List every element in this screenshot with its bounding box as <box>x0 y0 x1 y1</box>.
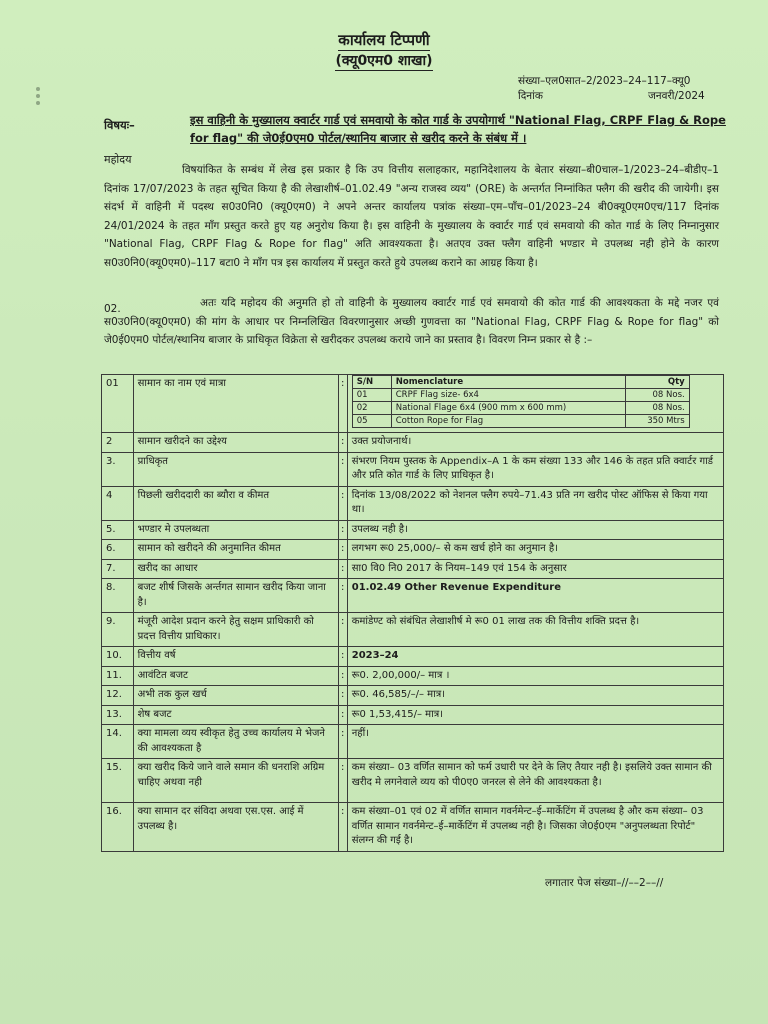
details-row <box>102 579 724 613</box>
items-cell-qty: 08 Nos. <box>625 389 689 402</box>
office-note-title: कार्यालय टिप्पणी <box>338 31 430 49</box>
row-value: कम संख्या–01 एवं 02 में वर्णित सामान गवर्नमेन्ट–ई–मार्केटिंग में उपलब्ध है और कम संख्या– 03 वर्णित सामान गवर्नमेन्ट–ई–मार्केटिंग में उपलब्ध नही है। जिसका जे0ई0एम "अनुपलब्धता रिपोर्ट" संलग्न की गई है। <box>347 803 723 852</box>
row-number: 8. <box>102 579 134 613</box>
paragraph-2-number: 02. <box>104 303 121 315</box>
row-colon: : <box>338 666 347 686</box>
items-row <box>352 389 689 402</box>
row-value: 2023–24 <box>347 647 723 667</box>
details-table <box>101 374 724 852</box>
row-value: रू0 1,53,415/– मात्र। <box>347 705 723 725</box>
row-label: प्राधिकृत <box>133 452 338 486</box>
paragraph-1: विषयांकित के सम्बंध में लेख इस प्रकार है कि उप वित्तीय सलाहकार, महानिदेशालय के बेतार संख्या–बी0चाल–1/2023–24–बीडीए–1 दिनांक 17/07/2023 के तहत सूचित किया है की लेखाशीर्ष–01.02.49 "अन्य राजस्व व्यय" (ORE) के अन्तर्गत निम्नांकित फ्लैग की खरीद की जायेगी। इस संदर्भ में वाहिनी में पदस्थ स0उ0नि0 (क्यू0एम0) ने अपने अन्तर कार्यालय पत्रांक संख्या–एम–पाँच–01/2023–24 बी0क्यू0एम0एच/117 दिनांक 24/01/2024 के तहत माँग प्रस्तुत करते हुए यह अनुरोध किया है। इस वाहिनी के मुख्यालय के क्वार्टर गार्ड एवं समवायो की कोत गार्ड के लिए निम्नानुसार "National Flag, CRPF Flag & Rope for flag" अति आवश्यकता है। अतएव उक्त फ्लैग वाहिनी भण्डार मे उपलब्ध नही होने के कारण स0उ0नि0(क्यू0एम0)–117 बटा0 ने माँग पत्र इस कार्यालय में प्रस्तुत करते हुये उपलब्ध कराने का आग्रह किया है। <box>104 164 719 269</box>
row-number: 11. <box>102 666 134 686</box>
row-colon: : <box>338 613 347 647</box>
row-number: 14. <box>102 725 134 759</box>
row-colon: : <box>338 759 347 803</box>
details-row <box>102 452 724 486</box>
row-colon: : <box>338 686 347 706</box>
items-cell-sn: 05 <box>352 415 391 428</box>
details-row <box>102 666 724 686</box>
row-colon: : <box>338 725 347 759</box>
row-value: लगभग रू0 25,000/– से कम खर्च होने का अनुमान है। <box>347 540 723 560</box>
paragraph-2-text: अतः यदि महोदय की अनुमति हो तो वाहिनी के मुख्यालय क्वार्टर गार्ड एवं समवायो की कोत गार्ड की आवश्यकता के मद्दे नजर एवं स0उ0नि0(क्यू0एम0) की मांग के आधार पर निम्नलिखित विवरणानुसार अच्छी गुणवत्ता का "National Flag, CRPF Flag & Rope for flag" को जे0ई0एम0 पोर्टल/स्थानिय बाजार के प्राधिकृत विक्रेता से खरीदकर उपलब्ध कराये जाने का प्रस्ताव है। विवरण निम्न प्रकार से है :– <box>104 297 719 346</box>
items-table <box>352 375 690 428</box>
details-row <box>102 540 724 560</box>
row-value: कमांडेण्ट को संबंधित लेखाशीर्ष मे रू0 01 लाख तक की वित्तीय शक्ति प्रदत्त है। <box>347 613 723 647</box>
subject-label: विषयः– <box>104 118 135 132</box>
row-colon: : <box>338 375 347 433</box>
row-value: नहीं। <box>347 725 723 759</box>
row-label: क्या खरीद किये जाने वाले समान की धनराशि अग्रिम चाहिए अथवा नही <box>133 759 338 803</box>
row-value: रू0. 46,585/–/– मात्र। <box>347 686 723 706</box>
row-colon: : <box>338 705 347 725</box>
row-label: क्या सामान दर संविदा अथवा एस.एस. आई में उपलब्ध है। <box>133 803 338 852</box>
row-number: 9. <box>102 613 134 647</box>
items-row <box>352 415 689 428</box>
details-row <box>102 375 724 433</box>
items-cell-qty: 350 Mtrs <box>625 415 689 428</box>
row-label: सामान को खरीदने की अनुमानित कीमत <box>133 540 338 560</box>
row-label: वित्तीय वर्ष <box>133 647 338 667</box>
salutation: महोदय <box>104 153 132 166</box>
details-row <box>102 559 724 579</box>
row-colon: : <box>338 433 347 453</box>
row-number: 15. <box>102 759 134 803</box>
details-row <box>102 486 724 520</box>
row-number: 5. <box>102 520 134 540</box>
row-colon: : <box>338 486 347 520</box>
row-value: सा0 वि0 नि0 2017 के नियम–149 एवं 154 के अनुसार <box>347 559 723 579</box>
section-subtitle: (क्यू0एम0 शाखा) <box>335 53 433 69</box>
details-row <box>102 725 724 759</box>
continuation-page-note: लगातार पेज संख्या–//––2––// <box>545 877 664 889</box>
row-value: दिनांक 13/08/2022 को नेशनल फ्लैग रुपये–71.43 प्रति नग खरीद पोस्ट ऑफिस से किया गया था। <box>347 486 723 520</box>
row-colon: : <box>338 520 347 540</box>
row-number: 7. <box>102 559 134 579</box>
details-row <box>102 520 724 540</box>
row-value: उक्त प्रयोजनार्थ। <box>347 433 723 453</box>
row-label: भण्डार मे उपलब्धता <box>133 520 338 540</box>
row-label: सामान का नाम एवं मात्रा <box>133 375 338 433</box>
subject-text: इस वाहिनी के मुख्यालय क्वार्टर गार्ड एवं समवायो के कोत गार्ड के उपयोगार्थ "National Flag, CRPF Flag & Rope for flag" की जे0ई0एम0 पोर्टल/स्थानिय बाजार से खरीद करने के संबंध में । <box>190 113 726 145</box>
items-header-row <box>352 376 689 389</box>
items-header-cell: Qty <box>625 376 689 389</box>
details-row <box>102 686 724 706</box>
row-value: संभरण नियम पुस्तक के Appendix–A 1 के कम संख्या 133 और 146 के तहत प्रति क्वार्टर गार्ड और प्रति कोत गार्ड के लिए प्राधिकृत है। <box>347 452 723 486</box>
date-label: दिनांक <box>518 90 543 102</box>
row-colon: : <box>338 647 347 667</box>
row-value: 01.02.49 Other Revenue Expenditure <box>347 579 723 613</box>
row-colon: : <box>338 579 347 613</box>
row-colon: : <box>338 452 347 486</box>
details-row <box>102 705 724 725</box>
row-value: उपलब्ध नही है। <box>347 520 723 540</box>
reference-number: संख्या–एल0सात–2/2023–24–117–क्यू0 <box>518 75 691 87</box>
row-number: 01 <box>102 375 134 433</box>
row-number: 3. <box>102 452 134 486</box>
row-value <box>347 375 723 433</box>
items-cell-name: CRPF Flag size- 6x4 <box>391 389 625 402</box>
row-number: 13. <box>102 705 134 725</box>
date-value: जनवरी/2024 <box>648 90 705 102</box>
details-row <box>102 613 724 647</box>
row-value: कम संख्या– 03 वर्णित सामान को फर्म उधारी पर देने के लिए तैयार नही है। इसलिये उक्त सामान की खरीद मे लगनेवाले व्यय को पी0ए0 जनरल से लेने की आवश्यकता है। <box>347 759 723 803</box>
row-number: 4 <box>102 486 134 520</box>
items-cell-sn: 02 <box>352 402 391 415</box>
punch-hole-marks <box>34 84 44 118</box>
row-label: आवंटित बजट <box>133 666 338 686</box>
row-label: अभी तक कुल खर्च <box>133 686 338 706</box>
row-label: मंजूरी आदेश प्रदान करने हेतु सक्षम प्राधिकारी को प्रदत्त वित्तीय प्राधिकार। <box>133 613 338 647</box>
row-label: बजट शीर्ष जिसके अर्न्तगत सामान खरीद किया जाना है। <box>133 579 338 613</box>
items-cell-qty: 08 Nos. <box>625 402 689 415</box>
row-label: खरीद का आधार <box>133 559 338 579</box>
items-row <box>352 402 689 415</box>
details-row <box>102 803 724 852</box>
paragraph-2 <box>104 294 719 350</box>
row-colon: : <box>338 559 347 579</box>
row-number: 16. <box>102 803 134 852</box>
row-number: 2 <box>102 433 134 453</box>
details-row <box>102 647 724 667</box>
row-label: सामान खरीदने का उद्देश्य <box>133 433 338 453</box>
row-number: 12. <box>102 686 134 706</box>
row-label: शेष बजट <box>133 705 338 725</box>
details-row <box>102 433 724 453</box>
row-number: 6. <box>102 540 134 560</box>
row-label: पिछली खरीददारी का ब्यौरा व कीमत <box>133 486 338 520</box>
row-colon: : <box>338 803 347 852</box>
row-number: 10. <box>102 647 134 667</box>
row-label: क्या मामला व्यय स्वीकृत हेतु उच्च कार्यालय मे भेजने की आवश्यकता है <box>133 725 338 759</box>
details-row <box>102 759 724 803</box>
items-cell-name: Cotton Rope for Flag <box>391 415 625 428</box>
row-value: रू0. 2,00,000/– मात्र । <box>347 666 723 686</box>
items-header-cell: S/N <box>352 376 391 389</box>
row-colon: : <box>338 540 347 560</box>
items-header-cell: Nomenclature <box>391 376 625 389</box>
items-cell-name: National Flage 6x4 (900 mm x 600 mm) <box>391 402 625 415</box>
items-cell-sn: 01 <box>352 389 391 402</box>
